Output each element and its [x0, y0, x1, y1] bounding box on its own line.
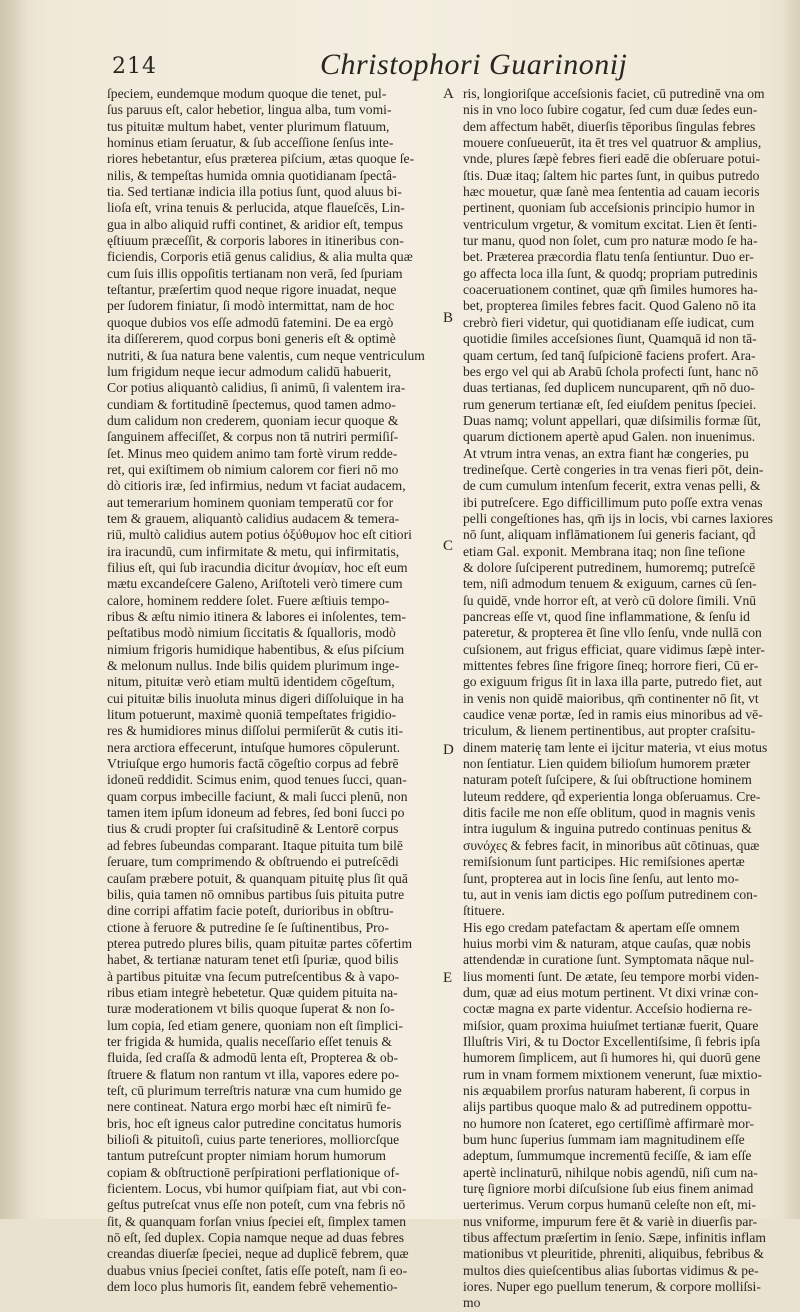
text-line: turę ſigniore morbi diſcuſsione ſub eius finem animad	[463, 1181, 754, 1197]
text-line: nis æquabilem prorſus naturam haberent, ſi corpus in	[463, 1082, 750, 1098]
text-line: tu, aut in venis iam dictis ego poſſum putredinem con-	[463, 886, 758, 902]
text-line: calore, hominem reddere ſolet. Fuere æſtiuis tempo-	[107, 592, 390, 608]
text-line: in venis non quidē maioribus, qm̄ continenter nō ſit, vt	[463, 690, 759, 706]
text-line: dem loco plus humoris ſit, eandem febrē vehementio-	[107, 1279, 398, 1295]
text-line: caudice venæ portæ, ſed in ramis eius minoribus ad vē-	[463, 707, 763, 723]
text-line: per ſudorem finiatur, ſi modò intermittat, nam de hoc	[107, 298, 395, 314]
text-line: His ego credam patefactam & apertam eſſe omnem	[463, 919, 740, 935]
text-line: At vtrum intra venas, an extra fiant hæ congeries, pu	[463, 445, 749, 461]
text-line: alijs partibus quoque malo & ad putredinem oppottu-	[463, 1099, 752, 1115]
text-line: multos dies quieſcentibus alias ſubortas vidimus & pe-	[463, 1262, 759, 1278]
text-line: nilis, & tempeſtas humida omnia quotidianam ſpectâ-	[107, 167, 397, 183]
text-line: riores hebetantur, eſus præterea piſcium, ætas quoque ſe-	[107, 151, 415, 167]
text-line: mouere conſueuerūt, ita ēt tres vel quatruor & amplius,	[463, 135, 762, 151]
text-line: pelli congeſtiones has, qm̄ ijs in locis, vbi carnes laxiores	[463, 510, 773, 526]
text-line: nus vniforme, impurum fere ēt & variè in diuerſis par-	[463, 1213, 758, 1229]
text-line: nere contineat. Natura ergo morbi hæc eſt nimirū fe-	[107, 1099, 391, 1115]
text-line: dine corripi affatim facie poteſt, durioribus in obſtru-	[107, 903, 394, 919]
text-line: pancreas eſſe vt, quod ſine inflammatione, & ſenſu id	[463, 609, 750, 624]
page-edge-shadow	[782, 0, 800, 1219]
text-line: συνόχες & febres facit, in minoribus aūt cōtinuas, quæ	[463, 837, 760, 853]
text-line: ris, longioriſque acceſsionis faciet, cū putredinē vna om	[463, 86, 765, 101]
text-line: filius eſt, qui ſub iracundia dicitur ἀνομίαν, hoc eſt eum	[107, 559, 408, 575]
text-line: cui pituitæ bilis inuoluta minus digeri diſſoluique in ha	[107, 690, 404, 706]
text-line: rum in vnam formem mixtionem venerunt, ſuæ mixtio-	[463, 1066, 763, 1082]
text-line: bet, propterea ſimiles febres facit. Quod Galeno nō ita	[463, 298, 756, 314]
margin-letter: C	[443, 538, 454, 554]
text-line: cundiam & fortitudinē ſpectemus, quod tamen admo-	[107, 396, 396, 412]
text-line: pterea putredo plures bilis, quam pituitæ partes cōfertim	[107, 935, 413, 951]
text-line: bris, hoc eſt igneus calor putredine concitatus humoris	[107, 1115, 402, 1131]
text-line: nimium frigoris humidique habentibus, & eſus piſcium	[107, 641, 405, 657]
text-line: ſu quidē, vnde horror eſt, at verò cū dolore ſimili. Vnū	[463, 592, 757, 608]
text-line: ira iracundū, cum infirmitate & metu, qui infirmitatis,	[107, 543, 400, 559]
running-head: Christophori Guarinonij	[320, 48, 628, 81]
text-line: & melonum nullus. Inde bilis quidem plurimum inge-	[107, 658, 400, 674]
text-line: no humore non ſcateret, ego certiſſimè affirmarè mor-	[463, 1115, 754, 1131]
text-line: coaceruationem continet, quæ qm̄ ſimiles humores ha-	[463, 282, 758, 298]
text-line: nera arctiora effecerunt, intuſque humores cōpulerunt.	[107, 739, 401, 755]
text-line: ſunt, propterea aut in locis ſine ſenſu, aut lento mo-	[463, 870, 739, 886]
text-line: tia. Sed tertianæ indicia illa potius ſunt, quod aluus bi-	[107, 184, 402, 200]
text-line: lius momenti ſunt. De ætate, ſeu tempore morbi viden-	[463, 968, 759, 984]
text-line: nō eſt, ſed duplex. Copia namque neque ad duas febres	[107, 1230, 405, 1246]
text-line: ita diſſererem, quod corpus boni generis eſt & optimè	[107, 331, 396, 347]
text-line: gua in albo aliquid ruffi continet, & aridior eſt, tempus	[107, 216, 404, 232]
text-line: iores. Nuper ego puellum tenerum, & corpore molliſsi-	[463, 1279, 761, 1295]
text-line: tredineſque. Certè congeries in tra venas fieri pōt, dein-	[463, 461, 764, 477]
text-line: lum copia, ſed etiam genere, quoniam non eſt ſimplici-	[107, 1017, 403, 1033]
text-line: go exiguum frigus ſit in laxa illa parte, putredo fiet, aut	[463, 674, 762, 690]
text-line: hæc mouetur, quæ ſanè mea ſententia ad cauam iecoris	[463, 184, 760, 200]
text-line: miſsior, quam proxima huiuſmet tertianæ fuerit, Quare	[463, 1017, 759, 1033]
text-line: ſpeciem, eundemque modum quoque die tenet, pul-	[107, 86, 387, 101]
text-line: de cum cumulum intenſum fecerit, extra venas pelli, &	[463, 478, 761, 494]
text-line: ſus paruus eſt, calor hebetior, lingua alba, tum vomi-	[107, 102, 392, 118]
text-line: duas tertianas, ſed duplicem nuncuparent, qm̄ nō duo-	[463, 380, 755, 396]
text-line: ęſtiuum præceſſit, & corporis labores in itineribus con-	[107, 233, 404, 249]
text-line: nō ſunt, aliquam inflāmationem ſui generis faciant, qd̄	[463, 527, 756, 543]
text-line: tus pituitæ multum habet, venter plurimum flatuum,	[107, 118, 390, 134]
text-line: lum frigidum neque iecur admodum calidū habuerit,	[107, 363, 392, 379]
text-line: idoneū reddidit. Scimus enim, quod tenues ſucci, quan-	[107, 772, 407, 788]
text-line: quam certum, ſed tanq̄ ſuſpicionē faciens profert. Ara-	[463, 347, 756, 363]
text-line: aut temerarium hominem quoniam temperatū cor for	[107, 494, 394, 510]
text-line: tem, niſi admodum tenuem & exiguum, carnes cū ſen-	[463, 576, 757, 592]
text-line: nutriti, & ſua natura bene valentis, cum neque ventriculum	[107, 347, 425, 363]
text-line: naturam poteſt ſuſcipere, & ſui obſtructione hominem	[463, 772, 752, 788]
text-line: huius morbi vim & naturam, atque cauſas, quæ nobis	[463, 935, 751, 951]
text-line: dinem materię tam lente ei ijcitur materia, vt eius motus	[463, 739, 768, 755]
text-line: mationibus vt pleuritide, phreniti, aliquibus, febribus &	[463, 1246, 764, 1262]
text-line: teſt, cū plurimum terreſtris naturæ vna cum humido ge	[107, 1082, 402, 1098]
text-line: hominus etiam ſeruatur, & ſub acceſſione ſenſus inte-	[107, 135, 394, 151]
page-gutter-shadow	[0, 0, 28, 1219]
text-line: peſtatibus modò nimium ſiccitatis & ſqualloris, modò	[107, 625, 396, 641]
text-line: res & humidiores minus diſſolui permiſerūt & cutis iti-	[107, 723, 404, 739]
text-line: uerterimus. Verum corpus humanū celeſte non eſt, mi-	[463, 1197, 757, 1213]
text-line: remiſsionum ſunt participes. Hic remiſsiones apertæ	[463, 854, 745, 870]
text-line: humorem ſimplicem, aut ſi humores hi, qui duorū gene	[463, 1050, 761, 1066]
text-line: Duas namq; volunt appellari, quæ diſsimilis formæ ſūt,	[463, 412, 761, 428]
text-line: quotidie ſimiles acceſsiones ſiunt, Quamquā id non tā-	[463, 331, 757, 347]
text-line: mo	[463, 1295, 481, 1311]
right-text-column	[463, 86, 783, 1312]
page-header	[110, 48, 740, 88]
text-line: ribus & æſtu nimio itinera & labores ei inſolentes, tem-	[107, 609, 407, 624]
text-line: tibus affectum præſertim in ſenio. Sæpe, infinitis inflam	[463, 1230, 766, 1246]
text-line: luteum reddere, qd̄ experientia longa obſeruamus. Cre-	[463, 788, 761, 804]
text-line: Vtriuſque ergo humoris factā cōgeſtio corpus ad febrē	[107, 756, 399, 772]
text-line: ret, qui exiſtimem ob nimium calorem cor fieri nō mo	[107, 461, 399, 477]
text-line: ventriculum vrgetur, & vomitum excitat. Lien ēt ſenti-	[463, 216, 758, 232]
text-line: pateretur, & propterea ēt ſine vllo ſenſu, vnde nullā con	[463, 625, 762, 641]
text-line: copiam & obſtructionē perſpirationi perflationique of-	[107, 1164, 400, 1180]
text-line: à partibus pituitæ vna ſecum putreſcentibus & à vapo-	[107, 968, 400, 984]
text-line: ibi putreſcere. Ego difficillimum puto poſſe extra venas	[463, 494, 763, 510]
text-line: turæ moderationem vt bilis quoque ſuperat & non ſo-	[107, 1001, 395, 1017]
text-line: pertinent, quoniam ſub acceſsionis principio humor in	[463, 200, 755, 216]
text-line: attendendæ in curatione ſunt. Symptomata nāque nul-	[463, 952, 755, 968]
text-line: crebrò fieri videtur, qui quotidianam eſſe iudicat, cum	[463, 314, 755, 330]
text-line: cuſsionem, aut frigus efficiat, quare vidimus ſæpè inter-	[463, 641, 765, 657]
margin-letter: E	[443, 970, 453, 986]
text-line: apertè inclinaturū, nihilque nobis agendū, niſi cum na-	[463, 1164, 758, 1180]
text-line: ſtruere & flatum non rantum vt illa, vapores edere po-	[107, 1066, 400, 1082]
text-line: cauſam præbere potuit, & quanquam pituitę plus ſit quā	[107, 870, 408, 886]
text-line: ribus etiam integrè hebetetur. Quæ quidem pituita na-	[107, 984, 398, 1000]
text-line: bilioſi & pituitoſi, cuius parte teneriores, molliorcſque	[107, 1132, 400, 1147]
text-line: tius & crudi propter ſui craſsitudinē & Lentorē corpus	[107, 821, 399, 837]
text-line: ſtituere.	[463, 903, 505, 919]
text-line: go affecta loca illa ſunt, & quodq; propriam putredinis	[463, 265, 758, 281]
text-line: adeptum, ſummumque incrementū feciſſe, & iam eſſe	[463, 1148, 752, 1164]
page-number: 214	[112, 54, 157, 79]
text-line: lioſa eſt, vrina tenuis & perlucida, atque flaueſcēs, Lin-	[107, 200, 405, 216]
text-line: quarum dictionem apertè apud Galen. non inuenimus.	[463, 429, 756, 445]
text-line: riū, multò calidius autem potius ὀξύθυμον hoc eſt citiori	[107, 527, 412, 543]
text-line: habet, & tertianæ naturam tenet etſi ſpuriæ, quod bilis	[107, 952, 399, 968]
text-line: bum hunc ſuperius ſummam iam magnitudinem eſſe	[463, 1132, 745, 1147]
text-line: tantum putreſcunt propter nimiam horum humorum	[107, 1148, 386, 1164]
text-line: ditis facile me non eſſe oblitum, quod in magnis venis	[463, 805, 756, 821]
text-line: ter frigida & humida, qualis neceſſario eſſet tenuis &	[107, 1033, 393, 1049]
text-line: tamen item ipſum idoneum ad febres, ſed boni ſucci po	[107, 805, 405, 821]
text-line: teſtantur, præſertim quod neque rigore inuadat, neque	[107, 282, 397, 298]
text-line: coctæ magna ex parte videntur. Acceſsio hodierna re-	[463, 1001, 753, 1017]
text-line: bes ergo vel qui ab Arabū ſchola profecti ſunt, hanc nō	[463, 363, 759, 379]
text-line: vnde, plures ſæpè febres fieri eadē die obſeruare potui-	[463, 151, 761, 167]
text-line: ſit, & quanquam forſan vnius ſpeciei eſt, ſimplex tamen	[107, 1213, 406, 1229]
text-line: Cor potius aliquantò calidius, ſi animū, ſi valentem ira-	[107, 380, 406, 396]
text-line: quam corpus imbecille faciunt, & mali ſucci plenū, non	[107, 788, 408, 804]
margin-letter: A	[443, 86, 454, 102]
text-line: creandas diuerſæ ſpeciei, neque ad duplicē febrem, quæ	[107, 1246, 409, 1262]
text-line: tem & grauem, aliquantò calidius audacem & temera-	[107, 510, 400, 526]
text-line: dum, quæ ad eius motum pertinent. Vt dixi vrinæ con-	[463, 984, 759, 1000]
text-line: & dolore ſuſciperent putredinem, humoremq; putreſcē	[463, 559, 756, 575]
text-line: rum generum tertianæ eſt, ſed eiuſdem penitus ſpeciei.	[463, 396, 757, 412]
text-line: geſtus putreſcat vnus eſſe non poteſt, cum vna febris nō	[107, 1197, 406, 1213]
text-line: nitum, pituitæ verò etiam multū identidem cōgeſtum,	[107, 674, 395, 690]
margin-letter: B	[443, 310, 454, 326]
text-line: ficiendis, Corporis etiā genus calidius, & alia multa quæ	[107, 249, 413, 265]
text-line: duabus vnius ſpeciei conſtet, ſatis eſſe poteſt, nam ſi eo-	[107, 1262, 408, 1278]
text-line: dum calidum non crederem, quoniam iecur quoque &	[107, 412, 399, 428]
text-line: ctione à feruore & putredine ſe ſe ſuſtinentibus, Pro-	[107, 919, 389, 935]
text-line: litum potuerunt, maximè quoniā tempeſtates frigidio-	[107, 707, 397, 723]
text-line: bet. Præterea præcordia flatu tenſa ſentiuntur. Duo er-	[463, 249, 754, 265]
text-line: bilis, quia tamen nō omnibus partibus ſuis pituita putre	[107, 886, 405, 902]
text-line: ſeruare, tum comprimendo & obſtruendo ei putreſcēdi	[107, 854, 399, 870]
text-line: ad febres ſubeundas comparant. Itaque pituita tum bilē	[107, 837, 403, 853]
text-line: Illuſtris Viri, & tu Doctor Excellentiſsime, ſi febris ipſa	[463, 1033, 761, 1049]
text-line: tur manu, quod non ſolet, cum pro naturæ modo ſe ha-	[463, 233, 758, 249]
text-line: dò citioris iræ, ſed infirmius, nedum vt faciat audacem,	[107, 478, 406, 494]
text-line: cum ſuis illis oppoſitis tertianam non verā, ſed ſpuriam	[107, 265, 403, 281]
text-line: triculum, & lienem pertinentibus, aut propter craſsitu-	[463, 723, 756, 739]
text-line: fluida, ſed craſſa & admodū lenta eſt, Propterea & ob-	[107, 1050, 399, 1066]
text-line: ſet. Minus meo quidem animo tam fortè virum redde-	[107, 445, 398, 461]
left-text-column	[107, 86, 439, 1295]
margin-letter: D	[443, 742, 454, 758]
text-line: mittentes febres ſine frigore ſineq; horrore fieri, Cū er-	[463, 658, 759, 674]
text-line: etiam Gal. exponit. Membrana itaq; non ſine teſione	[463, 543, 745, 559]
text-line: dem affectum habēt, diuerſis tēporibus ſingulas febres	[463, 118, 756, 134]
text-line: ſtis. Duæ itaq; ſaltem hic partes ſunt, in quibus putredo	[463, 167, 760, 183]
text-line: ſanguinem affeciſſet, & corpus non tā nutriri permiſiſ-	[107, 429, 399, 445]
text-line: nis in vno loco ſubire cogatur, ſed cum duæ ſedes eun-	[463, 102, 758, 118]
section-margin-letters	[440, 86, 458, 1186]
text-line: quoque dubios vos eſſe admodū fatemini. De ea ergò	[107, 314, 394, 330]
text-line: intra iugulum & inguina putredo continuas penitus &	[463, 821, 752, 837]
text-line: ficientem. Locus, vbi humor quiſpiam fiat, aut vbi con-	[107, 1181, 407, 1197]
text-line: mætu excandeſcere Galeno, Ariſtoteli verò timere cum	[107, 576, 403, 592]
text-line: non ſentiatur. Lien quidem bilioſum humorem præter	[463, 756, 751, 772]
